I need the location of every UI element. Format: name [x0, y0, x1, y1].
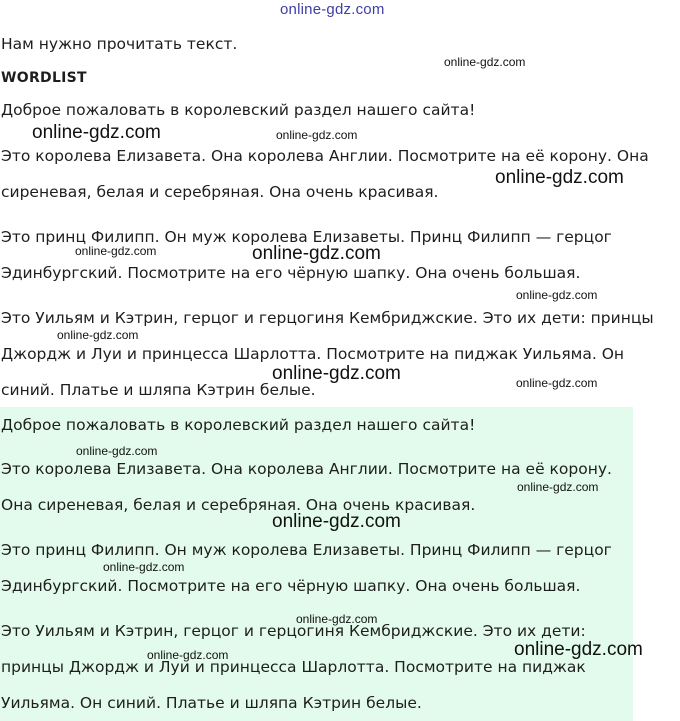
- original-line-6: Это Уильям и Кэтрин, герцог и герцогиня Кембриджские. Это их дети: принцы: [1, 309, 654, 327]
- site-logo[interactable]: online-gdz.com: [280, 1, 385, 18]
- watermark: online-gdz.com: [495, 167, 624, 188]
- watermark: online-gdz.com: [272, 511, 401, 532]
- watermark: online-gdz.com: [272, 363, 401, 384]
- watermark: online-gdz.com: [444, 55, 526, 69]
- section-title: WORDLIST: [1, 70, 87, 86]
- original-line-1: Доброе пожаловать в королевский раздел нашего сайта!: [1, 101, 476, 119]
- watermark: online-gdz.com: [252, 243, 381, 264]
- watermark: online-gdz.com: [516, 288, 598, 302]
- watermark: online-gdz.com: [517, 480, 599, 494]
- watermark: online-gdz.com: [276, 128, 358, 142]
- answer-line-7: принцы Джордж и Луи и принцесса Шарлотта. Посмотрите на пиджак: [1, 658, 586, 676]
- original-line-7: Джордж и Луи и принцесса Шарлотта. Посмотрите на пиджак Уильяма. Он: [1, 345, 625, 363]
- watermark: online-gdz.com: [75, 244, 157, 258]
- answer-line-8: Уильяма. Он синий. Платье и шляпа Кэтрин белые.: [1, 694, 422, 712]
- answer-line-1: Доброе пожаловать в королевский раздел нашего сайта!: [1, 416, 476, 434]
- original-line-4: Это принц Филипп. Он муж королева Елизаветы. Принц Филипп — герцог: [1, 228, 612, 246]
- answer-line-3: Она сиреневая, белая и серебряная. Она очень красивая.: [1, 496, 476, 514]
- answer-line-5: Эдинбургский. Посмотрите на его чёрную шапку. Она очень большая.: [1, 577, 581, 595]
- watermark: online-gdz.com: [296, 612, 378, 626]
- original-line-3: сиреневая, белая и серебряная. Она очень красивая.: [1, 183, 439, 201]
- watermark: online-gdz.com: [32, 122, 161, 143]
- watermark: online-gdz.com: [514, 639, 643, 660]
- answer-line-6: Это Уильям и Кэтрин, герцог и герцогиня Кембриджские. Это их дети:: [1, 622, 586, 640]
- watermark: online-gdz.com: [516, 376, 598, 390]
- watermark: online-gdz.com: [147, 648, 229, 662]
- watermark: online-gdz.com: [103, 560, 185, 574]
- original-line-5: Эдинбургский. Посмотрите на его чёрную шапку. Она очень большая.: [1, 264, 581, 282]
- original-line-8: синий. Платье и шляпа Кэтрин белые.: [1, 381, 316, 399]
- original-line-2: Это королева Елизавета. Она королева Англии. Посмотрите на её корону. Она: [1, 147, 649, 165]
- answer-line-2: Это королева Елизавета. Она королева Англии. Посмотрите на её корону.: [1, 460, 612, 478]
- watermark: online-gdz.com: [57, 328, 139, 342]
- answer-line-4: Это принц Филипп. Он муж королева Елизаветы. Принц Филипп — герцог: [1, 541, 612, 559]
- task-instruction: Нам нужно прочитать текст.: [1, 35, 238, 53]
- watermark: online-gdz.com: [76, 444, 158, 458]
